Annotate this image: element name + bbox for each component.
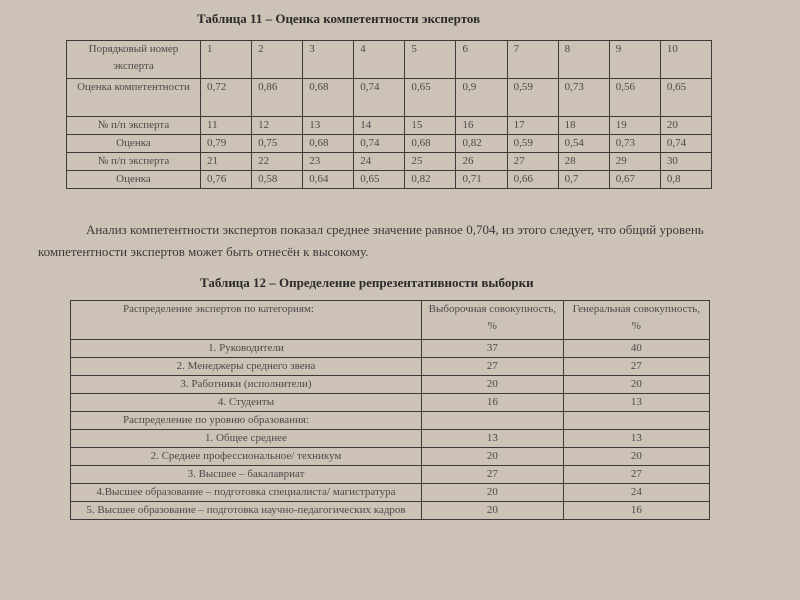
table-cell: 0,71 <box>456 171 507 189</box>
sample-cell: 20 <box>421 448 563 466</box>
table-cell: 0,74 <box>354 135 405 153</box>
sample-cell: 20 <box>421 376 563 394</box>
table-cell: 0,66 <box>507 171 558 189</box>
representativeness-table <box>70 300 710 520</box>
category-cell: 3. Высшее – бакалавриат <box>71 466 422 484</box>
table-12-caption: Таблица 12 – Определение репрезентативности выборки <box>200 275 534 290</box>
row-header: Оценка <box>67 135 201 153</box>
expert-competence-table <box>66 40 712 189</box>
table-cell: 0,86 <box>252 79 303 117</box>
table-cell: 27 <box>507 153 558 171</box>
row-header: № п/п эксперта <box>67 117 201 135</box>
row-header: № п/п эксперта <box>67 153 201 171</box>
table-row <box>71 502 710 520</box>
sample-cell: 37 <box>421 340 563 358</box>
category-cell: 4.Высшее образование – подготовка специалиста/ магистратура <box>71 484 422 502</box>
table-cell: 10 <box>660 41 711 79</box>
column-header-population: Генеральная совокупность, % <box>563 301 709 340</box>
table-cell: 13 <box>303 117 354 135</box>
table-row <box>71 394 710 412</box>
row-header: Оценка <box>67 171 201 189</box>
table-row <box>71 340 710 358</box>
table-cell: 0,64 <box>303 171 354 189</box>
table-cell: 11 <box>201 117 252 135</box>
table-cell: 12 <box>252 117 303 135</box>
table-cell: 18 <box>558 117 609 135</box>
sample-cell: 13 <box>421 430 563 448</box>
category-cell: 2. Менеджеры среднего звена <box>71 358 422 376</box>
sample-cell: 16 <box>421 394 563 412</box>
table-cell: 21 <box>201 153 252 171</box>
table-cell: 1 <box>201 41 252 79</box>
section-header-education: Распределение по уровню образования: <box>71 412 422 430</box>
population-cell: 40 <box>563 340 709 358</box>
sample-cell <box>421 412 563 430</box>
table-row <box>71 448 710 466</box>
population-cell: 20 <box>563 376 709 394</box>
sample-cell: 20 <box>421 484 563 502</box>
table-row <box>67 79 712 117</box>
category-cell: 2. Среднее профессиональное/ техникум <box>71 448 422 466</box>
table-cell: 4 <box>354 41 405 79</box>
table-row <box>71 484 710 502</box>
column-header-sample: Выборочная совокупность, % <box>421 301 563 340</box>
table-cell: 0,68 <box>303 79 354 117</box>
table-cell: 0,54 <box>558 135 609 153</box>
population-cell: 16 <box>563 502 709 520</box>
table-cell: 6 <box>456 41 507 79</box>
table-row <box>71 412 710 430</box>
table-cell: 0,7 <box>558 171 609 189</box>
table-cell: 0,9 <box>456 79 507 117</box>
category-cell: 1. Общее среднее <box>71 430 422 448</box>
table-cell: 0,76 <box>201 171 252 189</box>
table-cell: 0,82 <box>456 135 507 153</box>
table-cell: 9 <box>609 41 660 79</box>
table-row <box>71 358 710 376</box>
table-cell: 0,65 <box>660 79 711 117</box>
table-cell: 26 <box>456 153 507 171</box>
population-cell: 27 <box>563 466 709 484</box>
row-header: Порядковый номер эксперта <box>67 41 201 79</box>
table-row <box>67 41 712 79</box>
table-cell: 0,73 <box>558 79 609 117</box>
table-cell: 0,82 <box>405 171 456 189</box>
table-cell: 16 <box>456 117 507 135</box>
table-cell: 28 <box>558 153 609 171</box>
table-cell: 0,74 <box>660 135 711 153</box>
table-cell: 0,73 <box>609 135 660 153</box>
table-row <box>67 117 712 135</box>
table-cell: 2 <box>252 41 303 79</box>
category-cell: 4. Студенты <box>71 394 422 412</box>
table-cell: 0,68 <box>303 135 354 153</box>
table-cell: 17 <box>507 117 558 135</box>
table-cell: 24 <box>354 153 405 171</box>
population-cell: 13 <box>563 394 709 412</box>
category-cell: 5. Высшее образование – подготовка научно-педагогических кадров <box>71 502 422 520</box>
row-header: Оценка компетентности <box>67 79 201 117</box>
table-row <box>71 430 710 448</box>
table-row <box>71 376 710 394</box>
analysis-paragraph: Анализ компетентности экспертов показал среднее значение равное 0,704, из этого следует, что общий уровень компетентности экспертов может быть отнесён к высокому. <box>38 222 704 259</box>
table-cell: 0,67 <box>609 171 660 189</box>
table-row <box>67 171 712 189</box>
column-header-category: Распределение экспертов по категориям: <box>71 301 422 340</box>
table-cell: 0,65 <box>354 171 405 189</box>
category-cell: 1. Руководители <box>71 340 422 358</box>
category-cell: 3. Работники (исполнители) <box>71 376 422 394</box>
table-cell: 20 <box>660 117 711 135</box>
table-cell: 0,65 <box>405 79 456 117</box>
table-cell: 30 <box>660 153 711 171</box>
sample-cell: 27 <box>421 358 563 376</box>
table-cell: 3 <box>303 41 354 79</box>
table-cell: 0,72 <box>201 79 252 117</box>
population-cell <box>563 412 709 430</box>
table-cell: 0,8 <box>660 171 711 189</box>
table-cell: 0,58 <box>252 171 303 189</box>
population-cell: 27 <box>563 358 709 376</box>
population-cell: 13 <box>563 430 709 448</box>
table-row <box>67 153 712 171</box>
table-cell: 7 <box>507 41 558 79</box>
table-cell: 0,75 <box>252 135 303 153</box>
table-cell: 29 <box>609 153 660 171</box>
table-header-row <box>71 301 710 340</box>
table-11-caption: Таблица 11 – Оценка компетентности экспертов <box>197 11 481 26</box>
sample-cell: 27 <box>421 466 563 484</box>
sample-cell: 20 <box>421 502 563 520</box>
table-cell: 0,79 <box>201 135 252 153</box>
table-cell: 0,59 <box>507 79 558 117</box>
table-cell: 14 <box>354 117 405 135</box>
table-cell: 22 <box>252 153 303 171</box>
table-cell: 15 <box>405 117 456 135</box>
table-row <box>71 466 710 484</box>
table-cell: 0,56 <box>609 79 660 117</box>
table-cell: 19 <box>609 117 660 135</box>
table-cell: 5 <box>405 41 456 79</box>
table-cell: 8 <box>558 41 609 79</box>
table-cell: 0,68 <box>405 135 456 153</box>
population-cell: 24 <box>563 484 709 502</box>
table-cell: 23 <box>303 153 354 171</box>
table-cell: 0,74 <box>354 79 405 117</box>
table-row <box>67 135 712 153</box>
table-cell: 25 <box>405 153 456 171</box>
table-cell: 0,59 <box>507 135 558 153</box>
population-cell: 20 <box>563 448 709 466</box>
